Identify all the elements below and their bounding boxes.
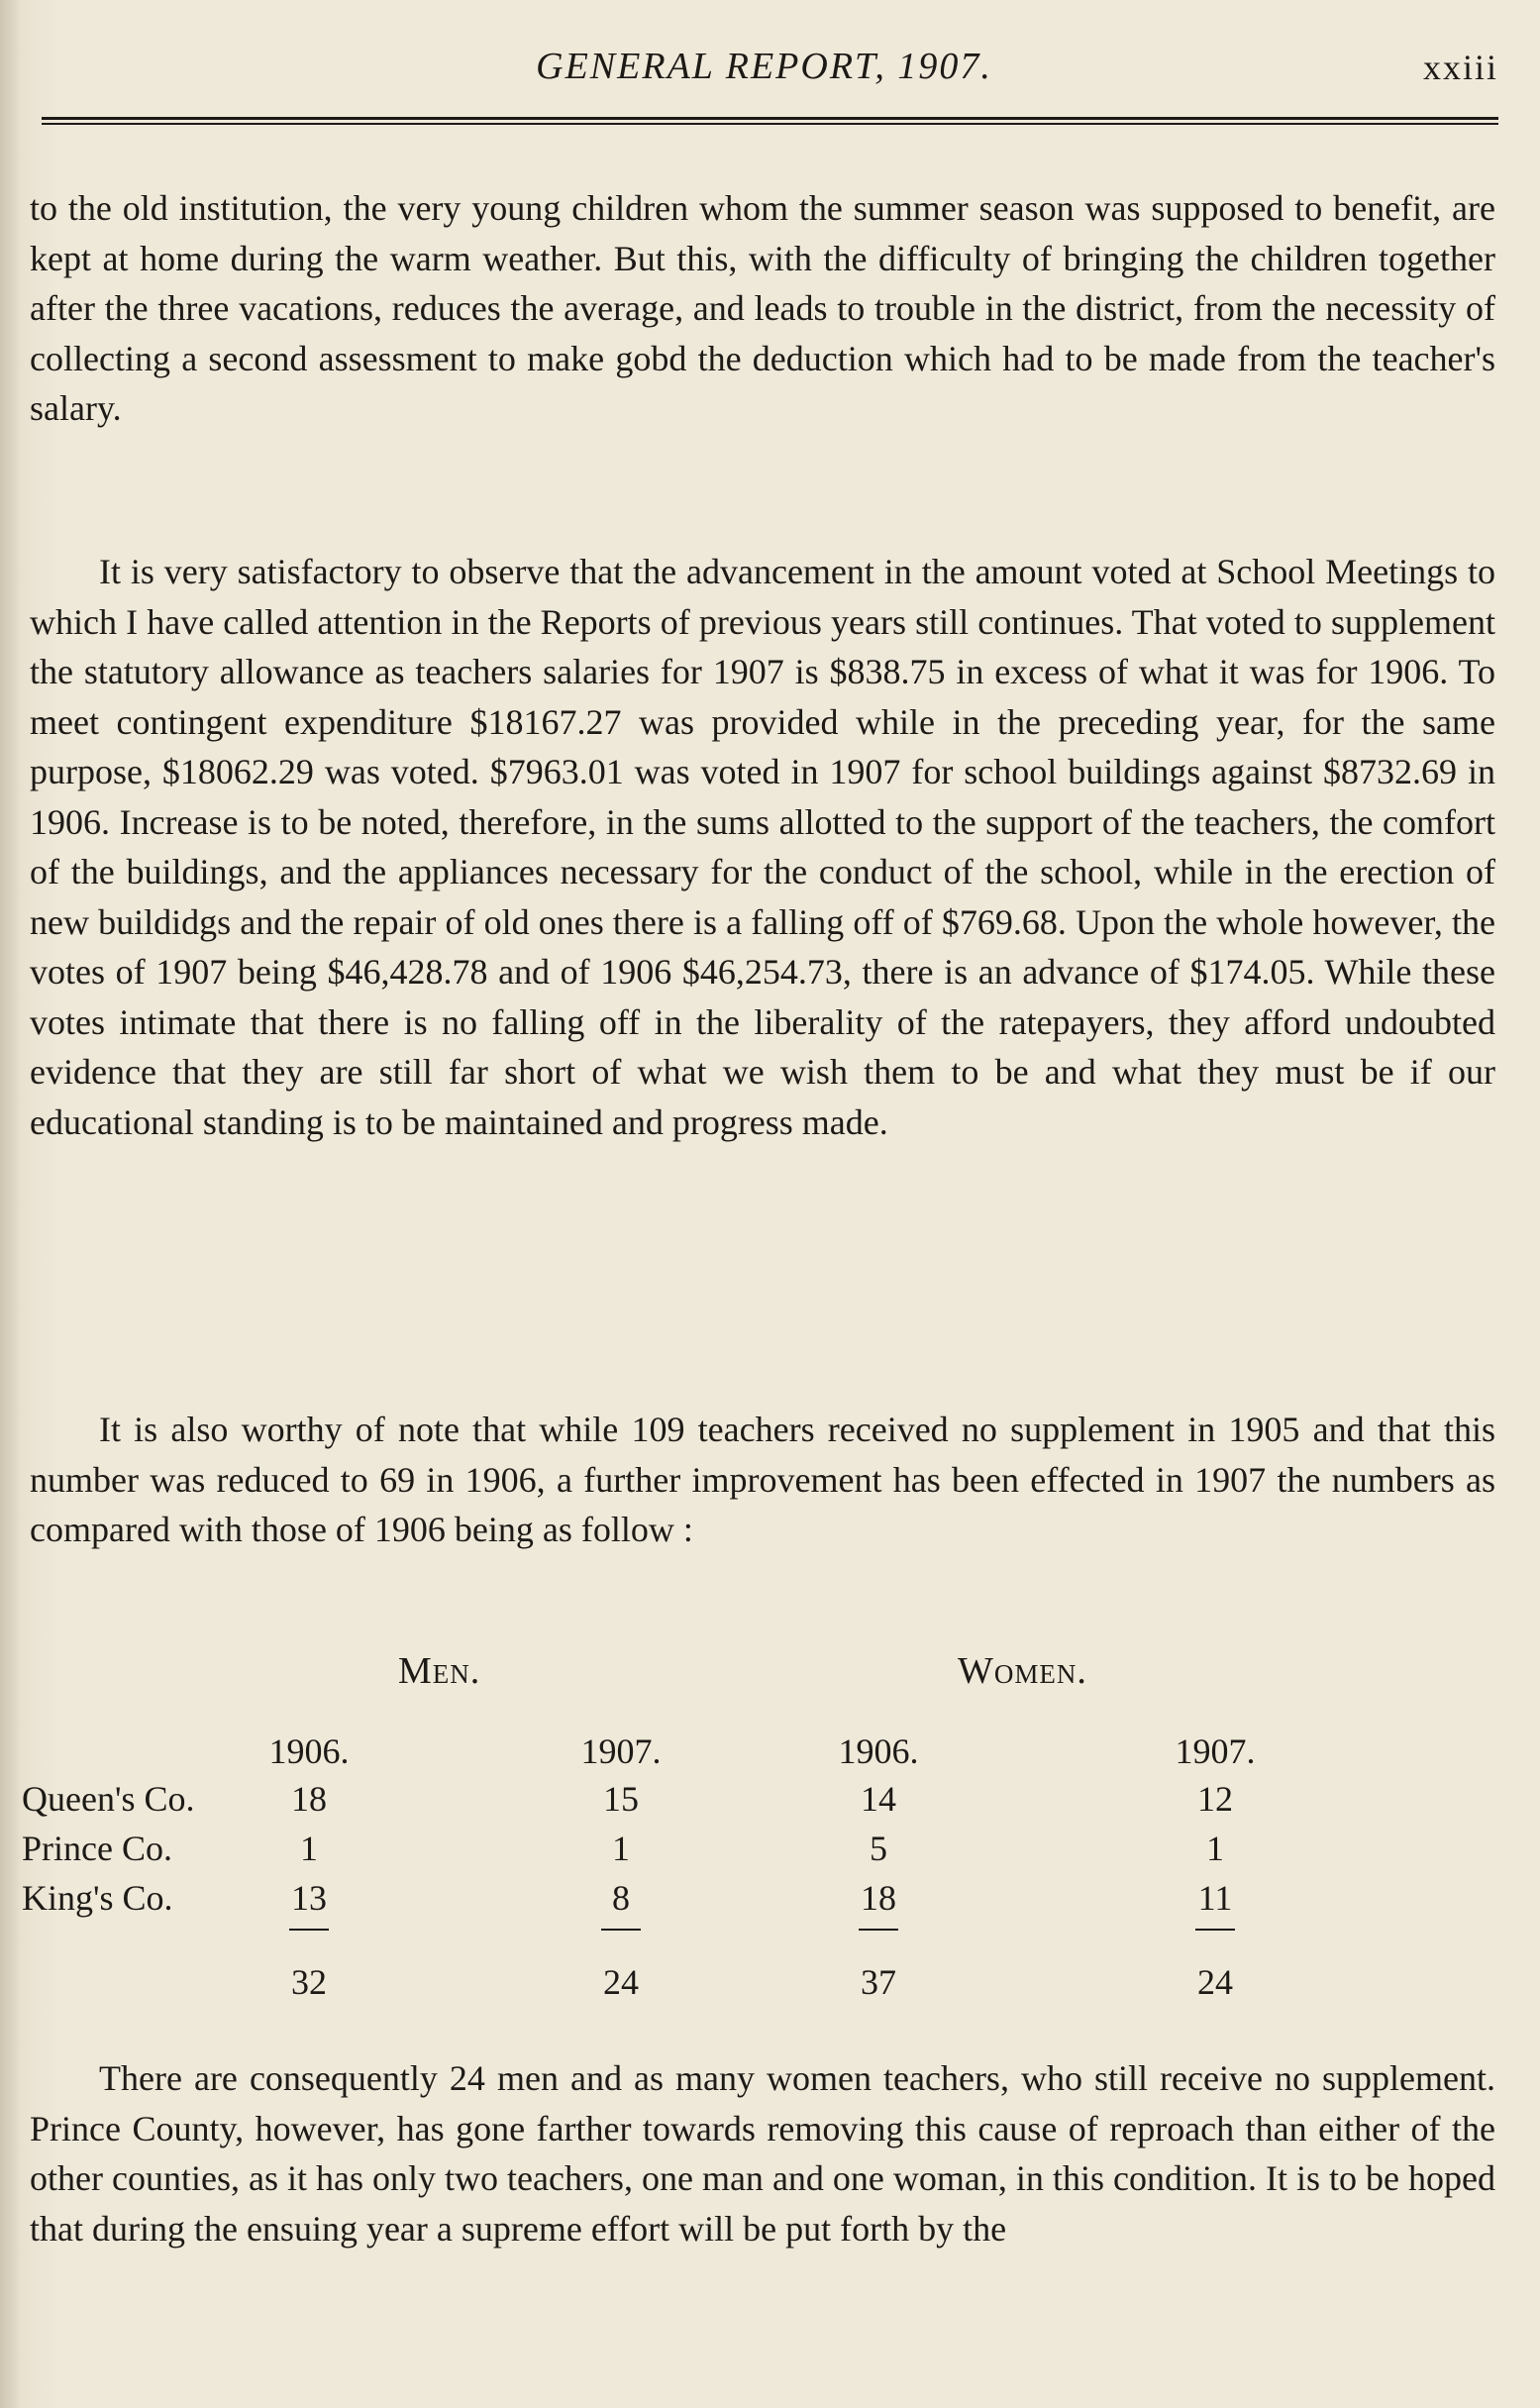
table-cell: 18 xyxy=(861,1878,896,1918)
table-cell: 8 xyxy=(612,1878,630,1918)
paragraph-2 xyxy=(30,547,1495,1147)
table-cell: 1 xyxy=(1206,1829,1224,1868)
table-cell: 15 xyxy=(603,1779,639,1819)
table-cell: 12 xyxy=(1197,1779,1233,1819)
table-cell: 5 xyxy=(870,1829,887,1868)
header-rule xyxy=(42,117,1498,125)
paragraph-text: It is very satisfactory to observe that the advancement in the amount voted at School Meetings to which I have called attention in the Reports of previous years still continues. That voted to supplement the statutory allowance as teachers salaries for 1907 is $838.75 in excess of what it was for 1906. To meet contingent expenditure $18167.27 was provided while in the preceding year, for the same purpose, $18062.29 was voted. $7963.01 was voted in 1907 for school buildings against $8732.69 in 1906. Increase is to be noted, therefore, in the sums allotted to the support of the teachers, the comfort of the buildings, and the appliances necessary for the conduct of the school, while in the erection of new buildidgs and the repair of old ones there is a falling off of $769.68. Upon the whole however, the votes of 1907 being $46,428.78 and of 1906 $46,254.73, there is an advance of $174.05. While these votes intimate that there is no falling off in the liberality of the ratepayers, they afford undoubted evidence that they are still far short of what we wish them to be and what they must be if our educational standing is to be maintained and progress made. xyxy=(30,552,1495,1142)
page-number: xxiii xyxy=(1422,48,1498,87)
running-title: GENERAL REPORT, 1907. xyxy=(536,46,992,87)
row-label: Queen's Co. xyxy=(22,1779,195,1819)
table-cell: 18 xyxy=(291,1779,327,1819)
sum-rule xyxy=(289,1929,329,1931)
total-cell: 24 xyxy=(1197,1962,1233,2002)
paragraph-3 xyxy=(30,1405,1495,1555)
group-heading-men: Men. xyxy=(398,1650,481,1692)
sum-rule xyxy=(859,1929,898,1931)
paragraph-4 xyxy=(30,2053,1495,2253)
page-header xyxy=(30,45,1498,104)
column-heading: 1906. xyxy=(838,1731,919,1771)
column-heading: 1907. xyxy=(580,1731,662,1771)
row-label: Prince Co. xyxy=(22,1829,172,1868)
paragraph-text: It is also worthy of note that while 109 teachers received no supplement in 1905 and that this number was reduced to 69 in 1906, a further improvement has been effected in 1907 the numbers as compared with those of 1906 being as follow : xyxy=(30,1410,1495,1549)
total-cell: 24 xyxy=(603,1962,639,2002)
total-cell: 32 xyxy=(291,1962,327,2002)
total-cell: 37 xyxy=(861,1962,896,2002)
table-cell: 14 xyxy=(861,1779,896,1819)
paragraph-1 xyxy=(30,183,1495,434)
column-heading: 1906. xyxy=(268,1731,350,1771)
table-cell: 1 xyxy=(612,1829,630,1868)
column-heading: 1907. xyxy=(1175,1731,1256,1771)
sum-rule xyxy=(601,1929,641,1931)
supplement-table xyxy=(22,1639,1488,2016)
row-label: King's Co. xyxy=(22,1878,173,1918)
table-cell: 11 xyxy=(1197,1878,1233,1918)
table-cell: 13 xyxy=(291,1878,327,1918)
paragraph-text: to the old institution, the very young children whom the summer season was supposed to benefit, are kept at home during the warm weather. But this, with the difficulty of bringing the children together after the three vacations, reduces the average, and leads to trouble in the district, from the necessity of collecting a second assessment to make gobd the deduction which had to be made from the teacher's salary. xyxy=(30,188,1495,428)
table-cell: 1 xyxy=(300,1829,318,1868)
paragraph-text: There are consequently 24 men and as many women teachers, who still receive no supplement. Prince County, however, has gone farther towards removing this cause of reproach than either of the other counties, as it has only two teachers, one man and one woman, in this condition. It is to be hoped that during the ensuing year a supreme effort will be put forth by the xyxy=(30,2058,1495,2249)
sum-rule xyxy=(1195,1929,1235,1931)
group-heading-women: Women. xyxy=(958,1650,1087,1692)
